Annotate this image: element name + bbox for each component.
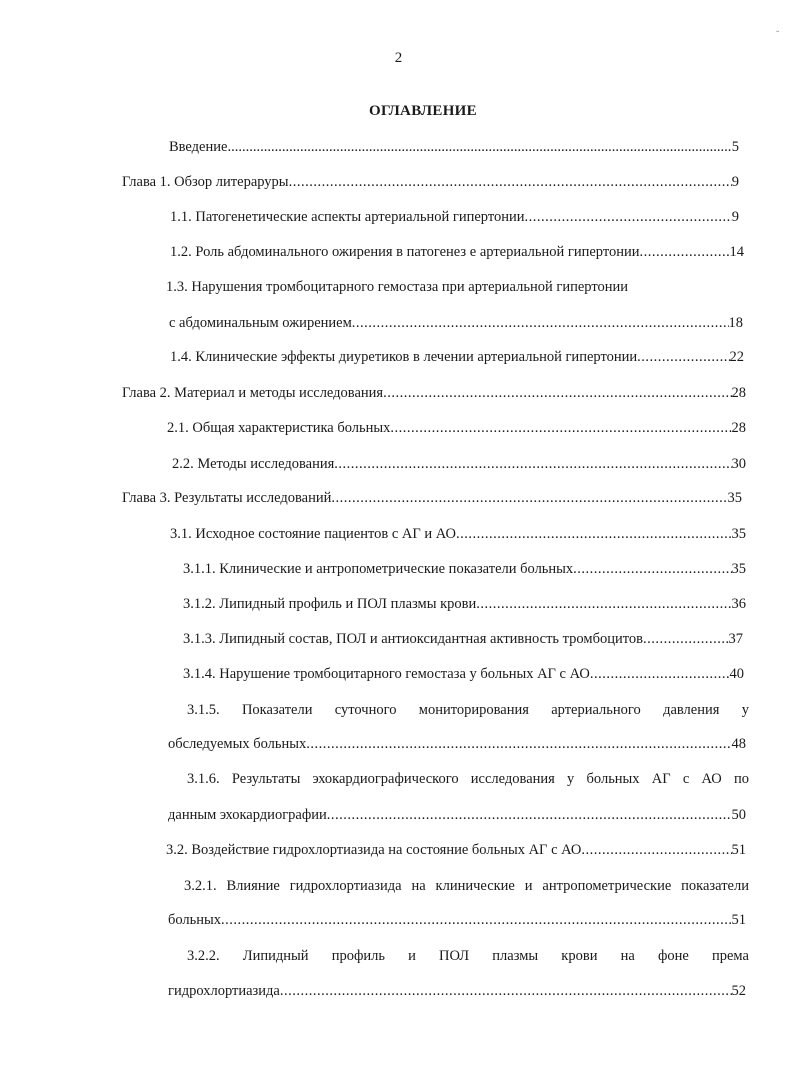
toc-entry-3-2-1-continued[interactable] bbox=[168, 910, 746, 930]
toc-entry-2-2[interactable] bbox=[172, 454, 746, 474]
toc-word: фоне bbox=[657, 948, 689, 964]
toc-entry-1-1[interactable] bbox=[170, 207, 739, 227]
toc-entry-title: 3.1.4. Нарушение тромбоцитарного гемостаза у больных АГ с АО bbox=[183, 666, 590, 682]
toc-word: мониторирования bbox=[418, 702, 529, 718]
toc-entry-page: 52 bbox=[731, 983, 746, 999]
toc-entry-page: 22 bbox=[729, 349, 744, 365]
toc-entry-title: данным эхокардиографии bbox=[168, 807, 327, 823]
toc-leader bbox=[590, 664, 730, 684]
toc-word: Показатели bbox=[241, 702, 313, 718]
toc-entry-page: 35 bbox=[727, 490, 742, 506]
toc-word: антропометрические bbox=[542, 878, 672, 894]
toc-leader bbox=[643, 629, 729, 649]
toc-word: у bbox=[741, 702, 749, 718]
toc-word: на bbox=[411, 878, 426, 894]
toc-entry-3-1-5-continued[interactable] bbox=[168, 734, 746, 754]
toc-entry-3-2-2-continued[interactable] bbox=[168, 981, 746, 1001]
toc-word: 3.2.2. bbox=[187, 948, 220, 964]
toc-leader bbox=[640, 242, 730, 262]
toc-word: и bbox=[408, 948, 416, 964]
toc-leader bbox=[456, 524, 731, 544]
toc-word: крови bbox=[561, 948, 598, 964]
toc-leader bbox=[221, 910, 731, 930]
toc-leader bbox=[280, 981, 732, 1001]
toc-leader bbox=[637, 347, 729, 367]
toc-entry-3-1-5[interactable] bbox=[187, 700, 749, 720]
toc-entry-3-2-2[interactable] bbox=[187, 946, 749, 966]
toc-word: эхокардиографического bbox=[312, 771, 459, 787]
toc-word: плазмы bbox=[492, 948, 539, 964]
toc-entry-title: 1.4. Клинические эффекты диуретиков в лечении артериальной гипертонии bbox=[170, 349, 638, 365]
toc-word: ПОЛ bbox=[439, 948, 470, 964]
toc-leader bbox=[390, 418, 731, 438]
toc-entry-page: 9 bbox=[731, 174, 739, 190]
toc-entry-page: 35 bbox=[731, 561, 746, 577]
toc-entry-page: 14 bbox=[729, 244, 744, 260]
toc-entry-title: Глава 3. Результаты исследований bbox=[122, 490, 332, 506]
toc-leader bbox=[327, 805, 732, 825]
toc-entry-1-3[interactable] bbox=[166, 277, 628, 297]
toc-entry-page: 36 bbox=[731, 596, 746, 612]
toc-leader bbox=[331, 488, 727, 508]
toc-entry-title: гидрохлортиазида bbox=[168, 983, 280, 999]
toc-leader bbox=[227, 137, 731, 157]
toc-entry-page: 30 bbox=[731, 456, 746, 472]
toc-entry-title: с абдоминальным ожирением bbox=[169, 315, 352, 331]
toc-entry-chapter-3[interactable] bbox=[122, 488, 742, 508]
toc-entry-title: 1.3. Нарушения тромбоцитарного гемостаза при артериальной гипертонии bbox=[166, 279, 629, 295]
toc-leader bbox=[352, 313, 729, 333]
toc-word: клинические bbox=[435, 878, 515, 894]
toc-word: суточного bbox=[334, 702, 397, 718]
toc-entry-title: обследуемых больных bbox=[168, 736, 307, 752]
toc-entry-page: 37 bbox=[728, 631, 743, 647]
toc-word: на bbox=[620, 948, 635, 964]
toc-word: гидрохлортиазида bbox=[289, 878, 402, 894]
toc-leader bbox=[476, 594, 731, 614]
toc-word: артериального bbox=[551, 702, 641, 718]
corner-mark: ˘ bbox=[776, 30, 780, 41]
toc-entry-introduction[interactable] bbox=[169, 137, 739, 157]
toc-entry-title: 3.2. Воздействие гидрохлортиазида на состояние больных АГ с АО bbox=[166, 842, 582, 858]
toc-leader bbox=[573, 559, 731, 579]
toc-entry-title: 3.1. Исходное состояние пациентов с АГ и АО bbox=[170, 526, 457, 542]
toc-word: према bbox=[711, 948, 749, 964]
toc-entry-chapter-1[interactable] bbox=[122, 172, 739, 192]
toc-entry-page: 51 bbox=[731, 912, 746, 928]
toc-word: с bbox=[682, 771, 690, 787]
toc-word: у bbox=[567, 771, 575, 787]
toc-entry-1-4[interactable] bbox=[170, 347, 744, 367]
toc-entry-page: 9 bbox=[731, 209, 739, 225]
toc-word: Липидный bbox=[242, 948, 309, 964]
toc-entry-3-1-6[interactable] bbox=[187, 769, 749, 789]
toc-entry-3-1-6-continued[interactable] bbox=[168, 805, 746, 825]
toc-entry-title: Глава 2. Материал и методы исследования bbox=[122, 385, 384, 401]
toc-leader bbox=[525, 207, 732, 227]
toc-title: ОГЛАВЛЕНИЕ bbox=[369, 103, 477, 119]
toc-word: Результаты bbox=[231, 771, 301, 787]
toc-entry-title: Глава 1. Обзор литераруры bbox=[122, 174, 289, 190]
toc-entry-title: 1.1. Патогенетические аспекты артериальной гипертонии bbox=[170, 209, 525, 225]
toc-word: показатели bbox=[681, 878, 749, 894]
toc-word: по bbox=[733, 771, 749, 787]
toc-word: Влияние bbox=[226, 878, 280, 894]
toc-entry-page: 28 bbox=[731, 385, 746, 401]
toc-entry-page: 40 bbox=[729, 666, 744, 682]
toc-word: давления bbox=[663, 702, 720, 718]
toc-leader bbox=[334, 454, 731, 474]
toc-entry-title: 1.2. Роль абдоминального ожирения в патогенез е артериальной гипертонии bbox=[170, 244, 640, 260]
toc-word: исследования bbox=[470, 771, 555, 787]
toc-entry-title: 3.1.1. Клинические и антропометрические показатели больных bbox=[183, 561, 574, 577]
toc-entry-page: 50 bbox=[731, 807, 746, 823]
toc-word: 3.1.6. bbox=[187, 771, 220, 787]
toc-entry-3-1-1[interactable] bbox=[183, 559, 746, 579]
toc-entry-page: 5 bbox=[731, 139, 739, 155]
toc-entry-3-2[interactable] bbox=[166, 840, 746, 860]
toc-entry-page: 51 bbox=[731, 842, 746, 858]
toc-entry-title: 2.2. Методы исследования bbox=[172, 456, 335, 472]
toc-leader bbox=[383, 383, 731, 403]
toc-entry-3-2-1[interactable] bbox=[184, 876, 749, 896]
page-number: 2 bbox=[394, 50, 403, 66]
toc-leader bbox=[581, 840, 731, 860]
toc-entry-chapter-2[interactable] bbox=[122, 383, 746, 403]
toc-word: и bbox=[524, 878, 533, 894]
toc-entry-3-1-3[interactable] bbox=[183, 629, 743, 649]
toc-entry-3-1-4[interactable] bbox=[183, 664, 744, 684]
toc-entry-page: 28 bbox=[731, 420, 746, 436]
toc-entry-page: 35 bbox=[731, 526, 746, 542]
toc-entry-title: 2.1. Общая характеристика больных bbox=[167, 420, 391, 436]
toc-entry-3-1-2[interactable] bbox=[183, 594, 746, 614]
toc-entry-1-3-continued[interactable] bbox=[169, 313, 743, 333]
toc-word: АО bbox=[701, 771, 722, 787]
toc-leader bbox=[306, 734, 731, 754]
toc-word: 3.2.1. bbox=[184, 878, 217, 894]
toc-entry-title: 3.1.2. Липидный профиль и ПОЛ плазмы крови bbox=[183, 596, 477, 612]
toc-word: больных bbox=[586, 771, 640, 787]
toc-word: 3.1.5. bbox=[187, 702, 220, 718]
toc-entry-page: 48 bbox=[731, 736, 746, 752]
toc-entry-page: 18 bbox=[728, 315, 743, 331]
toc-entry-title: больных bbox=[168, 912, 222, 928]
toc-word: АГ bbox=[651, 771, 671, 787]
toc-entry-3-1[interactable] bbox=[170, 524, 746, 544]
toc-leader bbox=[289, 172, 732, 192]
toc-word: профиль bbox=[331, 948, 385, 964]
toc-entry-1-2[interactable] bbox=[170, 242, 744, 262]
toc-entry-title: 3.1.3. Липидный состав, ПОЛ и антиоксидантная активность тромбоцитов bbox=[183, 631, 643, 647]
toc-entry-title: Введение bbox=[169, 139, 228, 155]
toc-entry-2-1[interactable] bbox=[167, 418, 746, 438]
